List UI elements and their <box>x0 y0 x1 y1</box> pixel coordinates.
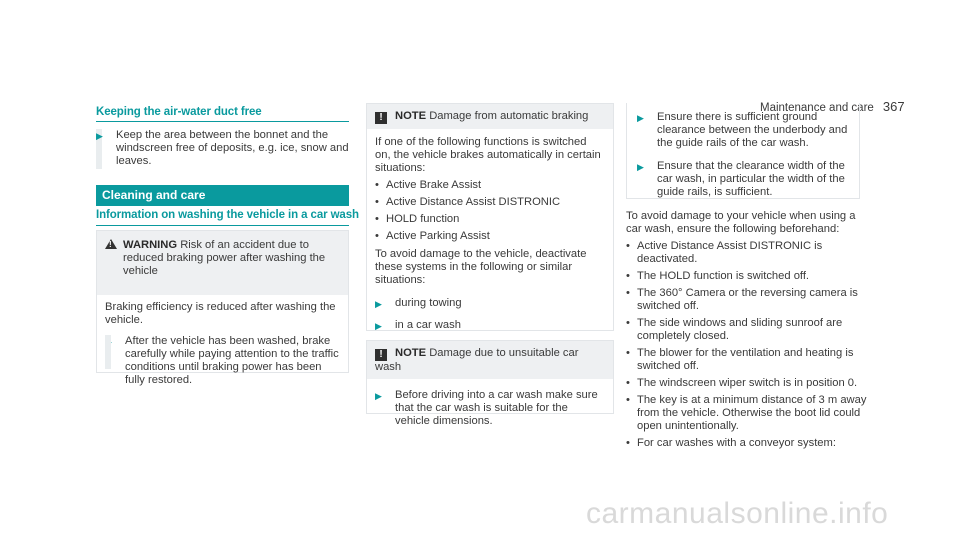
step-text: Ensure that the clearance width of the car wash, in particular the width of the guide rails, is sufficient. <box>657 160 845 198</box>
notice-title: Damage due to unsuitable car wash <box>375 347 579 373</box>
page-number: 367 <box>882 99 905 114</box>
notice-title: Damage from automatic braking <box>429 110 589 122</box>
step-text: Ensure there is sufficient ground clearance between the underbody and the guide rails of the car wash. <box>657 111 848 149</box>
function-list <box>367 179 613 243</box>
list-item: • The 360° Camera or the reversing camera is switched off. <box>626 287 870 313</box>
list-item: • Active Parking Assist <box>375 230 605 243</box>
warning-box <box>96 230 349 386</box>
list-item: • For car washes with a conveyor system: <box>626 437 870 450</box>
notice-icon: ! <box>375 112 387 124</box>
list-item: • Active Distance Assist DISTRONIC <box>375 196 605 209</box>
warning-icon <box>105 239 117 249</box>
list-item: • The windscreen wiper switch is in position 0. <box>626 377 870 390</box>
subsection-title: Information on washing the vehicle in a car wash <box>96 209 359 221</box>
step-item <box>97 327 348 387</box>
step-item <box>627 150 859 199</box>
arrow-icon: ▶ <box>637 162 644 172</box>
list-item: • The key is at a minimum distance of 3 m away from the vehicle. Otherwise the boot lid could open unintentionally. <box>626 394 870 433</box>
notice-header <box>367 341 613 379</box>
title-rule <box>96 121 349 122</box>
precautions-list <box>626 240 870 454</box>
notice-header <box>367 104 613 129</box>
notice-instruction: To avoid damage to the vehicle, deactivate these systems in the following or similar situations: <box>375 248 587 286</box>
warning-label: WARNING <box>123 239 178 251</box>
chapter-band: Cleaning and care <box>96 185 349 206</box>
list-item: • The HOLD function is switched off. <box>626 270 870 283</box>
notice-box-car-wash <box>366 340 614 427</box>
notice-intro: If one of the following functions is switched on, the vehicle brakes automatically in certain situations: <box>375 136 601 174</box>
arrow-icon: ▶ <box>96 131 103 141</box>
step-item <box>367 311 613 333</box>
step-text: Keep the area between the bonnet and the windscreen free of deposits, e.g. ice, snow and leaves. <box>116 129 349 167</box>
list-item: • Active Brake Assist <box>375 179 605 192</box>
watermark: carmanualsonline.info <box>586 497 889 530</box>
step-text: in a car wash <box>395 319 461 331</box>
notice-label: NOTE <box>395 110 427 122</box>
list-item: • Active Distance Assist DISTRONIC is deactivated. <box>626 240 870 266</box>
step-gutter <box>105 335 111 369</box>
precautions-intro: To avoid damage to your vehicle when using a car wash, ensure the following beforehand: <box>626 210 856 235</box>
step-text: Before driving into a car wash make sure that the car wash is suitable for the vehicle dimensions. <box>395 389 598 427</box>
arrow-icon: ▶ <box>637 113 644 123</box>
warning-text: Risk of an accident due to reduced braking power after washing the vehicle <box>123 239 326 277</box>
notice-icon: ! <box>375 349 387 361</box>
step-item <box>367 291 613 311</box>
steps-box <box>626 103 860 199</box>
warning-header <box>97 231 348 295</box>
list-item: • The blower for the ventilation and heating is switched off. <box>626 347 870 373</box>
step-text: After the vehicle has been washed, brake carefully while paying attention to the traffic conditions until braking power has been fully restored. <box>125 335 339 386</box>
subtitle-rule <box>96 225 349 226</box>
warning-body: Braking efficiency is reduced after washing the vehicle. <box>105 301 336 326</box>
notice-box-automatic-braking <box>366 103 614 331</box>
arrow-icon: ▶ <box>375 321 382 331</box>
list-item: • HOLD function <box>375 213 605 226</box>
notice-label: NOTE <box>395 347 427 359</box>
list-item: • The side windows and sliding sunroof are completely closed. <box>626 317 870 343</box>
arrow-icon: ▶ <box>375 391 382 401</box>
step-item <box>96 129 349 168</box>
section-title-air-water-duct: Keeping the air-water duct free <box>96 106 262 118</box>
section-name: Maintenance and care <box>760 102 874 114</box>
step-item <box>627 103 859 150</box>
arrow-icon: ▶ <box>375 299 382 309</box>
step-item <box>367 379 613 428</box>
step-text: during towing <box>395 297 462 309</box>
